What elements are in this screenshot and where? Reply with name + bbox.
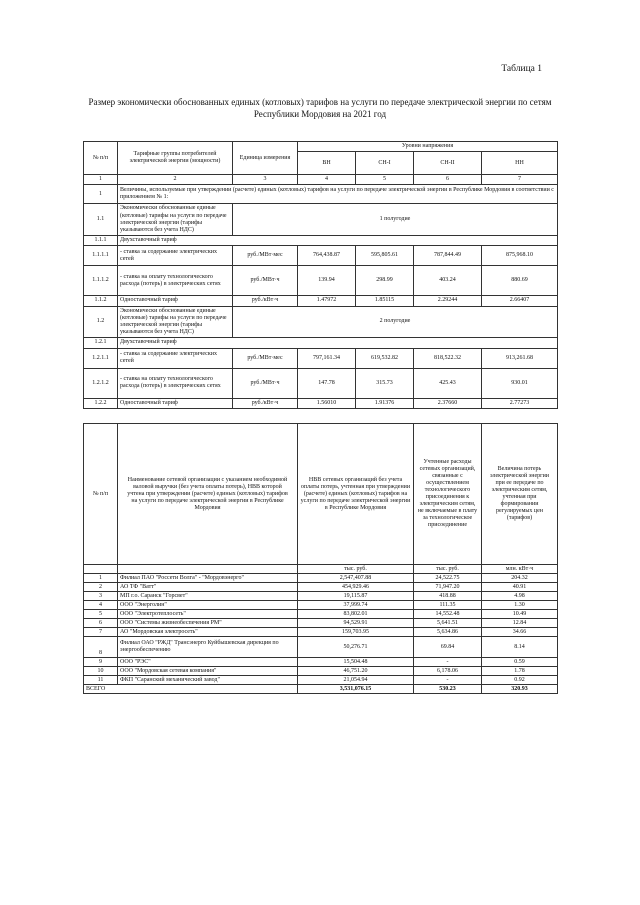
row-num: 1.1.1: [84, 236, 118, 246]
org-nvv: 454,929.46: [298, 583, 414, 592]
org-num: 3: [84, 592, 118, 601]
table-row: [84, 368, 558, 398]
row-text: - ставка за содержание электрических сетей: [118, 348, 233, 368]
total-costs: 530.23: [414, 685, 482, 694]
row-text: - ставка на оплату технологического расхода (потерь) в электрических сетях: [118, 266, 233, 296]
value-sn1: 1.85115: [356, 296, 414, 306]
value-vn: 1.56010: [298, 398, 356, 408]
table-row: [84, 338, 558, 348]
value-sn1: 619,532.82: [356, 348, 414, 368]
table-row: [84, 667, 558, 676]
row-text: Одноставочный тариф: [118, 398, 233, 408]
table-row: [84, 637, 558, 658]
unit-costs: тыс. руб.: [414, 565, 482, 574]
org-losses: 40.91: [482, 583, 558, 592]
value-nn: 875,968.10: [482, 246, 558, 266]
document-title: Размер экономически обоснованных единых (котловых) тарифов на услуги по передаче электрической энергии по сетям Республики Мордовия на 2021 год: [88, 97, 552, 119]
org-name: ООО "РЭС": [118, 658, 298, 667]
row-num: 1.1.1.1: [84, 246, 118, 266]
table-row: [84, 296, 558, 306]
table-row: [84, 592, 558, 601]
org-num: 8: [84, 637, 118, 658]
org-num: 4: [84, 601, 118, 610]
value-sn1: 1.91376: [356, 398, 414, 408]
value-sn1: 315.73: [356, 368, 414, 398]
value-sn2: 2.37660: [414, 398, 482, 408]
row-num: 1.2.1: [84, 338, 118, 348]
org-tech-costs: 14,552.48: [414, 610, 482, 619]
org-name: Филиал ПАО "Россети Волга" - "Мордовэнерго": [118, 574, 298, 583]
org-losses: 0.59: [482, 658, 558, 667]
table-row: [84, 266, 558, 296]
col-number: 4: [298, 175, 356, 185]
org-tech-costs: 69.84: [414, 637, 482, 658]
row-num: 1.1: [84, 204, 118, 236]
value-nn: 930.01: [482, 368, 558, 398]
org-losses: 34.66: [482, 628, 558, 637]
header-vn: ВН: [298, 152, 356, 175]
org-tech-costs: 6,178.06: [414, 667, 482, 676]
table-row: [84, 306, 558, 338]
org-name: Филиал ОАО "РЖД" Трансэнерго Куйбышевская дирекция по энергообеспечению: [118, 637, 298, 658]
org-num: 9: [84, 658, 118, 667]
col-number: 2: [118, 175, 233, 185]
value-sn2: 818,522.32: [414, 348, 482, 368]
unit-losses: млн. кВт·ч: [482, 565, 558, 574]
row-num: 1.1.2: [84, 296, 118, 306]
period-label: 2 полугодие: [233, 306, 558, 338]
header-nvv: НВВ сетевых организаций без учета оплаты потерь, учтенная при утверждении (расчете) единых (котловых) тарифов на услуги по передаче электрической энергии в Республике Мордовия: [298, 424, 414, 565]
header-num: № п/п: [84, 142, 118, 175]
col-number: 5: [356, 175, 414, 185]
row-text: Экономически обоснованные единые (котловые) тарифы на услуги по передаче электрической энергии (тарифы указываются без учета НДС): [118, 204, 233, 236]
row-num: 1: [84, 185, 118, 204]
org-num: 10: [84, 667, 118, 676]
org-tech-costs: 71,947.20: [414, 583, 482, 592]
org-losses: 10.49: [482, 610, 558, 619]
org-name: ООО "Мордовская сетевая компания": [118, 667, 298, 676]
value-vn: 1.47972: [298, 296, 356, 306]
value-sn2: 403.24: [414, 266, 482, 296]
value-sn2: 787,844.49: [414, 246, 482, 266]
row-num: 1.2.1.1: [84, 348, 118, 368]
row-unit: руб./МВт·мес: [233, 348, 298, 368]
org-name: АО "Мордовская электросеть": [118, 628, 298, 637]
org-nvv: 46,751.20: [298, 667, 414, 676]
header-sn2: СН-II: [414, 152, 482, 175]
org-tech-costs: -: [414, 658, 482, 667]
org-nvv: 94,529.91: [298, 619, 414, 628]
org-name: ООО "Системы жизнеобеспечения РМ": [118, 619, 298, 628]
col-number: 3: [233, 175, 298, 185]
org-tech-costs: 5,641.51: [414, 619, 482, 628]
row-text: Двухставочный тариф: [118, 338, 558, 348]
org-nvv: 83,802.01: [298, 610, 414, 619]
org-nvv: 2,547,407.88: [298, 574, 414, 583]
value-sn2: 2.29244: [414, 296, 482, 306]
row-text: Экономически обоснованные единые (котловые) тарифы на услуги по передаче электрической энергии (тарифы указываются без учета НДС): [118, 306, 233, 338]
table-row: [84, 658, 558, 667]
org-losses: 8.14: [482, 637, 558, 658]
org-num: 2: [84, 583, 118, 592]
period-label: 1 полугодие: [233, 204, 558, 236]
row-unit: руб./МВт·мес: [233, 246, 298, 266]
table-row: [84, 610, 558, 619]
org-name: ООО "Энерголин": [118, 601, 298, 610]
value-nn: 880.69: [482, 266, 558, 296]
table-row: [84, 628, 558, 637]
total-label: ВСЕГО: [84, 685, 298, 694]
value-nn: 2.77273: [482, 398, 558, 408]
org-num: 7: [84, 628, 118, 637]
row-text: - ставка на оплату технологического расхода (потерь) в электрических сетях: [118, 368, 233, 398]
org-losses: 12.84: [482, 619, 558, 628]
value-sn1: 298.99: [356, 266, 414, 296]
org-losses: 4.98: [482, 592, 558, 601]
row-text: Двухставочный тариф: [118, 236, 558, 246]
org-num: 11: [84, 676, 118, 685]
org-name: ФКП "Саранский механический завод": [118, 676, 298, 685]
header-unit: Единица измерения: [233, 142, 298, 175]
table-row: [84, 348, 558, 368]
tariff-table: [83, 141, 558, 409]
header-sn1: СН-I: [356, 152, 414, 175]
table-row: [84, 583, 558, 592]
table-row: [84, 236, 558, 246]
row-num: 1.1.1.2: [84, 266, 118, 296]
total-nvv: 3,531,076.15: [298, 685, 414, 694]
value-vn: 147.78: [298, 368, 356, 398]
row-text: Одноставочный тариф: [118, 296, 233, 306]
value-nn: 913,261.68: [482, 348, 558, 368]
header-losses: Величина потерь электрической энергии при ее передаче по электрическим сетям, учтенная при формировании регулируемых цен (тарифов): [482, 424, 558, 565]
org-nvv: 19,115.87: [298, 592, 414, 601]
total-row: [84, 685, 558, 694]
table-row: [84, 619, 558, 628]
value-vn: 764,438.87: [298, 246, 356, 266]
network-organizations-table: [83, 423, 558, 694]
org-losses: 1.78: [482, 667, 558, 676]
org-nvv: 15,504.48: [298, 658, 414, 667]
row-unit: руб./МВт·ч: [233, 368, 298, 398]
org-num: 5: [84, 610, 118, 619]
table-row: [84, 574, 558, 583]
value-sn2: 425.43: [414, 368, 482, 398]
unit-nvv: тыс. руб.: [298, 565, 414, 574]
org-losses: 204.32: [482, 574, 558, 583]
org-num: 6: [84, 619, 118, 628]
header-nn: НН: [482, 152, 558, 175]
value-sn1: 595,805.61: [356, 246, 414, 266]
table-row: [84, 246, 558, 266]
org-tech-costs: 418.88: [414, 592, 482, 601]
value-vn: 797,161.34: [298, 348, 356, 368]
header-tech-costs: Учтенные расходы сетевых организаций, связанные с осуществлением технологического присоединения к электрическим сетям, не включаемые в плату за технологическое присоединение: [414, 424, 482, 565]
org-name: ООО "Электротеплосеть": [118, 610, 298, 619]
table-label: Таблица 1: [501, 64, 542, 74]
row-num: 1.2: [84, 306, 118, 338]
total-losses: 320.93: [482, 685, 558, 694]
row-unit: руб./кВт·ч: [233, 296, 298, 306]
col-number: 7: [482, 175, 558, 185]
row-num: 1.2.1.2: [84, 368, 118, 398]
org-tech-costs: 111.35: [414, 601, 482, 610]
org-nvv: 159,703.95: [298, 628, 414, 637]
row-unit: руб./МВт·ч: [233, 266, 298, 296]
org-nvv: 21,054.94: [298, 676, 414, 685]
header-num: № п/п: [84, 424, 118, 565]
table-row: [84, 676, 558, 685]
org-nvv: 37,999.74: [298, 601, 414, 610]
org-tech-costs: -: [414, 676, 482, 685]
table-row: [84, 398, 558, 408]
row-unit: руб./кВт·ч: [233, 398, 298, 408]
header-org-name: Наименование сетевой организации с указанием необходимой валовой выручки (без учета оплаты потерь), НВВ которой учтена при утверждении (расчете) единых (котловых) тарифов на услуги по передаче электрической энергии в Республике Мордовия: [118, 424, 298, 565]
table-row: [84, 185, 558, 204]
org-nvv: 50,276.71: [298, 637, 414, 658]
org-losses: 1.30: [482, 601, 558, 610]
col-number: 1: [84, 175, 118, 185]
value-nn: 2.66407: [482, 296, 558, 306]
value-vn: 139.94: [298, 266, 356, 296]
org-name: МП г.о. Саранск "Горсвет": [118, 592, 298, 601]
header-levels: Уровни напряжения: [298, 142, 558, 152]
table-row: [84, 204, 558, 236]
org-tech-costs: 5,634.86: [414, 628, 482, 637]
org-num: 1: [84, 574, 118, 583]
table-row: [84, 601, 558, 610]
col-number: 6: [414, 175, 482, 185]
org-tech-costs: 24,522.75: [414, 574, 482, 583]
header-groups: Тарифные группы потребителей электрической энергии (мощности): [118, 142, 233, 175]
org-losses: 0.92: [482, 676, 558, 685]
row-text: Величины, используемые при утверждении (расчете) единых (котловых) тарифов на услуги по передаче электрической энергии в Республике Мордовия в соответствии с приложением № 1:: [118, 185, 558, 204]
row-text: - ставка за содержание электрических сетей: [118, 246, 233, 266]
org-name: АО ТФ "Ватт": [118, 583, 298, 592]
row-num: 1.2.2: [84, 398, 118, 408]
